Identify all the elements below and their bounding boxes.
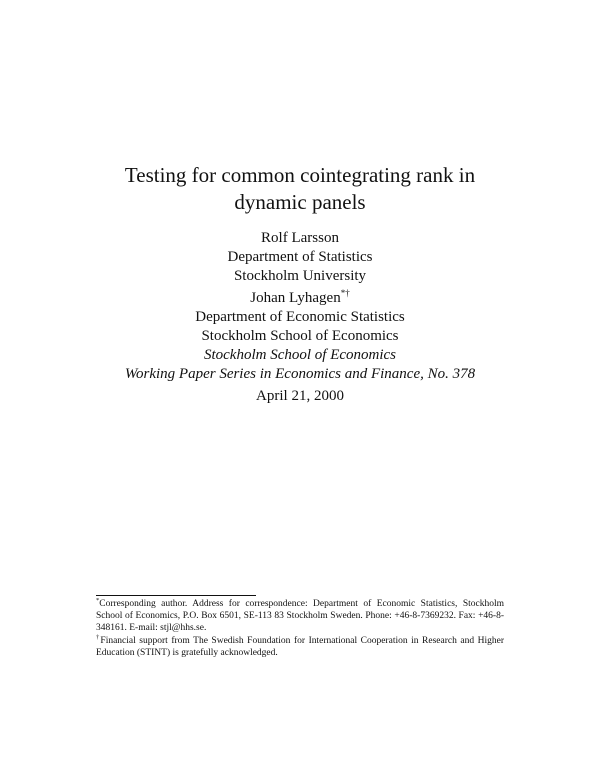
footnote-rule [96, 595, 256, 596]
author-institution-2: Stockholm School of Economics [201, 328, 399, 344]
footnote-1 [96, 598, 504, 635]
author-block-1 [0, 229, 600, 286]
paper-title [0, 162, 600, 216]
author-name-1: Rolf Larsson [261, 230, 339, 246]
footnote-1-mark: * [96, 596, 100, 604]
title-line-2: dynamic panels [234, 190, 366, 214]
footnote-2 [96, 635, 504, 659]
author-footnote-marks: *† [340, 288, 350, 298]
author-institution-1: Stockholm University [233, 268, 367, 284]
author-block-2 [0, 289, 600, 384]
author-department-1: Department of Statistics [227, 249, 373, 265]
author-department-2: Department of Economic Statistics [195, 309, 405, 325]
author-name-2: Johan Lyhagen [250, 290, 341, 306]
footnote-2-mark: † [96, 633, 101, 641]
footnotes [96, 598, 504, 659]
footnote-2-text: Financial support from The Swedish Foundation for International Cooperation in Research and Higher Education (STINT) is gratefully acknowledged. [96, 635, 505, 658]
publication-date: April 21, 2000 [256, 388, 344, 404]
series-publisher: Stockholm School of Economics [203, 347, 397, 363]
series-name: Working Paper Series in Economics and Finance, No. 378 [124, 366, 476, 382]
author-name-2-line [0, 289, 600, 308]
title-line-1: Testing for common cointegrating rank in [124, 163, 476, 187]
footnote-1-text: Corresponding author. Address for correspondence: Department of Economic Statistics, Stockholm School of Economics, P.O. Box 6501, SE-113 83 Stockholm Sweden. Phone: +46-8-7369232. Fax: +46-8-348161. E-mail: stjl@hhs.se. [96, 599, 504, 634]
